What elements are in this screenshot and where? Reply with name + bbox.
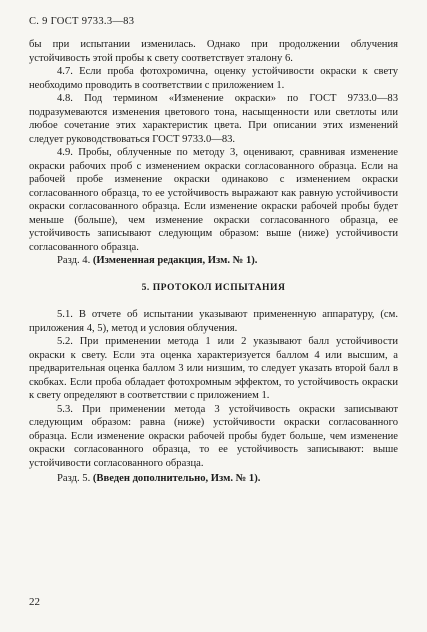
body-text	[29, 38, 398, 486]
edition-note-bold: (Введен дополнительно, Изм. № 1).	[92, 473, 261, 484]
paragraph-5-1: 5.1. В отчете об испытании указывают примененную аппаратуру, (см. приложения 4, 5), метод и условия облучения.	[29, 309, 398, 334]
paragraph-continuation: бы при испытании изменилась. Однако при продолжении облучения устойчивость этой пробы к свету соответствует эталону 6.	[29, 39, 398, 64]
page-number: 22	[29, 596, 40, 608]
edition-note-section-5	[29, 472, 398, 486]
page-header: С. 9 ГОСТ 9733.3—83	[29, 16, 135, 27]
edition-note-bold: (Измененная редакция, Изм. № 1).	[92, 255, 258, 266]
edition-note-section-4	[29, 254, 398, 268]
paragraph-4-8: 4.8. Под термином «Изменение окраски» по ГОСТ 9733.0—83 подразумеваются изменения цветового тона, насыщенности или светлоты или любое сочетание этих характеристик цвета. При описании этих изменений следует руководствоваться ГОСТ 9733.0—83.	[29, 93, 398, 145]
edition-note-prefix: Разд. 4.	[57, 255, 93, 266]
paragraph-4-7: 4.7. Если проба фотохромична, оценку устойчивости окраски к свету необходимо проводить в соответствии с приложением 1.	[29, 66, 398, 91]
section-heading: 5. ПРОТОКОЛ ИСПЫТАНИЯ	[141, 281, 286, 293]
paragraph-5-2: 5.2. При применении метода 1 или 2 указывают балл устойчивости окраски к свету. Если эта оценка характеризуется баллом 4 или высшим, а предварительная оценка баллом 3 или низшим, то следует указать второй балл в скобках. Если проба обладает фотохромным эффектом, то устойчивость окраски к свету определяют в соответствии с приложением 1.	[29, 336, 398, 401]
paragraph-4-9: 4.9. Пробы, облученные по методу 3, оценивают, сравнивая изменение окраски рабочих проб с изменением окраски согласованного образца. Если на рабочей пробе изменение окраски одинаково с изменением окраски согласованного образца, то ее устойчивость выражают как равную устойчивости окраски согласованного образца. Если изменение окраски рабочей пробы будет меньше (больше), чем изменение окраски согласованного образца, ее устойчивость записывают следующим образом: выше (ниже) устойчивости согласованного образца.	[29, 147, 398, 253]
edition-note-prefix: Разд. 5.	[57, 473, 93, 484]
paragraph-5-3: 5.3. При применении метода 3 устойчивость окраски записывают следующим образом: равна (ниже) устойчивости окраски согласованного образца. Если изменение окраски рабочей пробы будет больше, чем изменение окраски согласованного образца, то ее устойчивость записывают: выше устойчивости согласованного образца.	[29, 403, 398, 469]
